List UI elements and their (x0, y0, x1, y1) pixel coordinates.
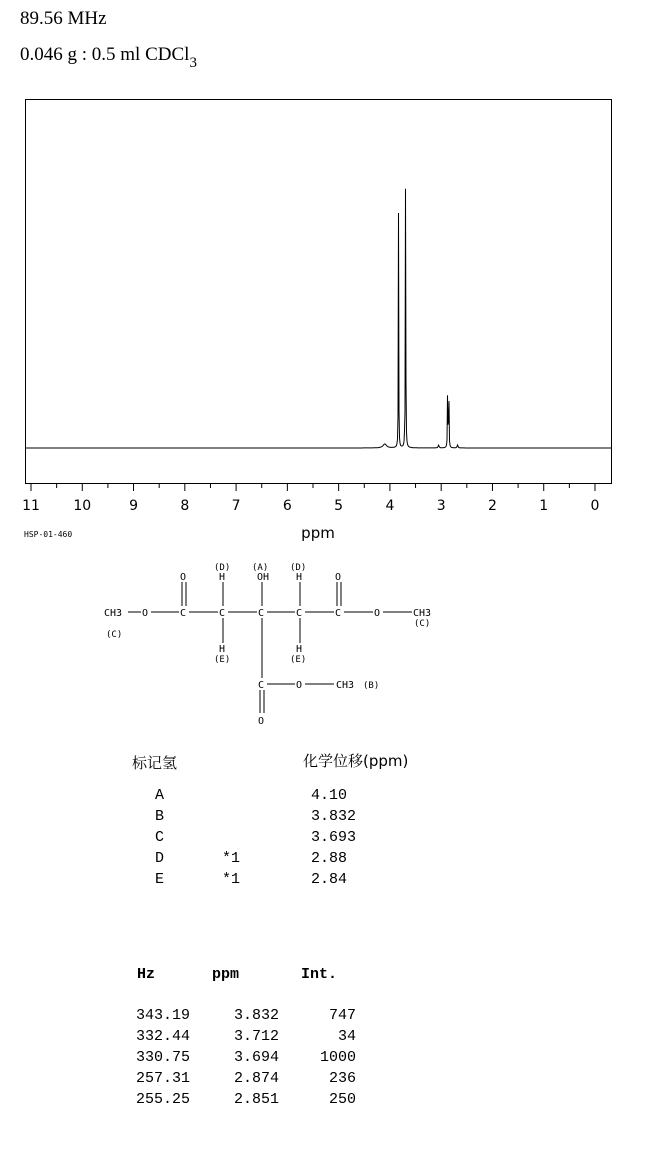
assignment-shift: 2.88 (311, 850, 348, 867)
structure-bonds (128, 582, 412, 713)
assignment-shift: 4.10 (311, 787, 348, 804)
x-tick-label-9: 9 (129, 498, 139, 514)
atom-h-top-right: H (296, 572, 303, 583)
atom-oh-top: OH (257, 572, 270, 583)
tag-a: (A) (252, 563, 269, 573)
peak-int: 1000 (319, 1049, 356, 1066)
assignment-label: C (155, 829, 165, 846)
atom-ch3-lower: CH3 (336, 680, 355, 691)
tag-d-left: (D) (214, 563, 231, 573)
peak-ppm: 3.832 (233, 1007, 279, 1024)
x-tick-label-1: 1 (539, 498, 549, 514)
tag-c-right: (C) (414, 619, 431, 629)
assignment-header-label: 标记氢 (132, 754, 178, 772)
tag-d-right: (D) (290, 563, 307, 573)
atom-o-left: O (142, 608, 149, 619)
assignment-shift: 3.832 (311, 808, 357, 825)
peak-ppm: 2.874 (233, 1070, 279, 1087)
atom-ch3-left: CH3 (104, 608, 123, 619)
atom-h-bottom-right: H (296, 644, 303, 655)
x-tick-label-6: 6 (282, 498, 292, 514)
sample-main-text: 0.046 g : 0.5 ml CDCl (20, 44, 190, 65)
assignment-label: B (155, 808, 165, 825)
tag-e-left: (E) (214, 655, 231, 665)
atom-c-center: C (258, 608, 265, 619)
tag-b: (B) (363, 681, 380, 691)
atom-o-double-left: O (180, 572, 187, 583)
assignment-header-shift: 化学位移(ppm) (303, 752, 409, 770)
peak-int: 747 (328, 1007, 356, 1024)
assignment-label: A (155, 787, 165, 804)
atom-c-center-right: C (296, 608, 303, 619)
peak-hz: 255.25 (135, 1091, 190, 1108)
tag-e-right: (E) (290, 655, 307, 665)
x-tick-label-4: 4 (385, 498, 395, 514)
assignment-note: *1 (222, 871, 241, 888)
peak-hz: 330.75 (135, 1049, 190, 1066)
atom-h-bottom-left: H (219, 644, 226, 655)
peak-header-hz: Hz (137, 966, 156, 983)
peak-hz: 343.19 (135, 1007, 190, 1024)
x-tick-label-10: 10 (73, 498, 92, 514)
peak-header-int: Int. (301, 966, 338, 983)
x-tick-label-7: 7 (231, 498, 241, 514)
spectrometer-frequency: 89.56 MHz (20, 8, 107, 29)
assignment-shift: 2.84 (311, 871, 348, 888)
peak-hz: 332.44 (135, 1028, 190, 1045)
peak-int: 34 (337, 1028, 356, 1045)
x-tick-label-5: 5 (334, 498, 344, 514)
atom-c-carbonyl-left: C (180, 608, 187, 619)
x-tick-label-11: 11 (22, 498, 40, 514)
peak-ppm: 2.851 (233, 1091, 279, 1108)
x-axis-label: ppm (301, 524, 335, 542)
atom-c-lower: C (258, 680, 265, 691)
x-tick-label-8: 8 (180, 498, 190, 514)
assignment-label: D (155, 850, 165, 867)
peak-header-ppm: ppm (212, 966, 240, 983)
x-tick-label-2: 2 (487, 498, 497, 514)
atom-o-right: O (374, 608, 381, 619)
x-tick-label-3: 3 (436, 498, 446, 514)
atom-o-double-right: O (335, 572, 342, 583)
peak-ppm: 3.694 (233, 1049, 279, 1066)
assignment-shift: 3.693 (311, 829, 357, 846)
atom-c-carbonyl-right: C (335, 608, 342, 619)
peak-int: 236 (328, 1070, 356, 1087)
atom-h-top-left: H (219, 572, 226, 583)
atom-ch3-right: CH3 (413, 608, 432, 619)
x-tick-label-0: 0 (590, 498, 600, 514)
spectrum-code: HSP-01-460 (24, 530, 73, 539)
atom-o-lower-double: O (258, 716, 265, 727)
assignment-note: *1 (222, 850, 241, 867)
atom-c-center-left: C (219, 608, 226, 619)
atom-o-lower: O (296, 680, 303, 691)
sample-subscript: 3 (189, 55, 197, 71)
peak-ppm: 3.712 (233, 1028, 279, 1045)
tag-c-left: (C) (106, 630, 123, 640)
peak-int: 250 (328, 1091, 356, 1108)
peak-hz: 257.31 (135, 1070, 190, 1087)
assignment-label: E (155, 871, 165, 888)
